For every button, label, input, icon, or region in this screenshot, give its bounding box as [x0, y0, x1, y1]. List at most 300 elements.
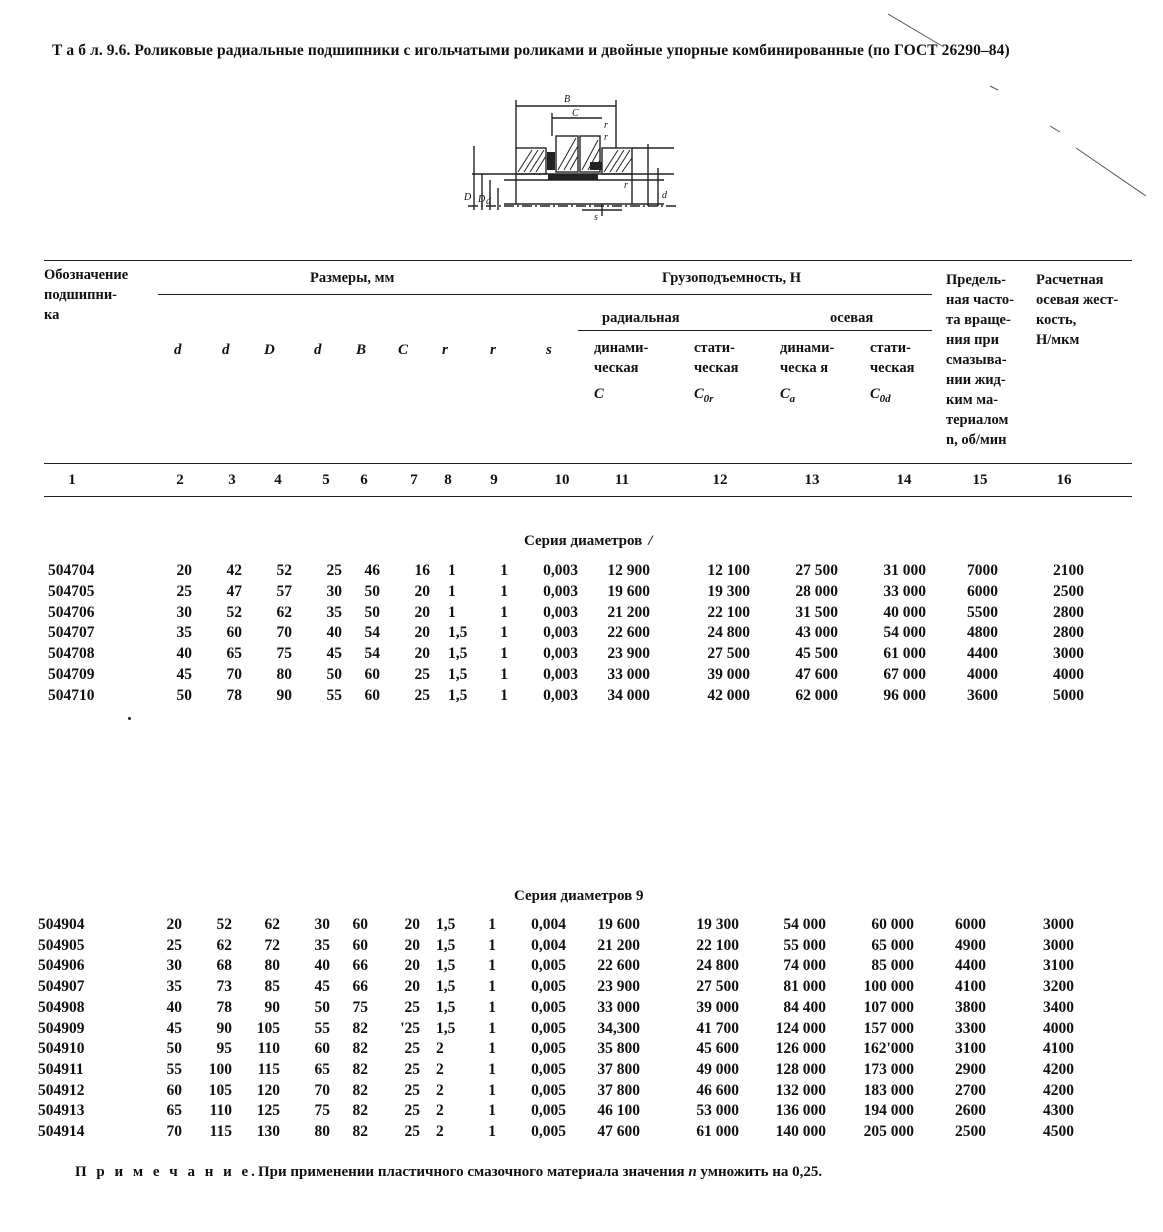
- cell-col-12: 46 600: [696, 1081, 739, 1099]
- table-row: [0, 1081, 1163, 1101]
- cell-col-5: 65: [314, 1060, 330, 1078]
- radial-axial-rule: [578, 330, 932, 331]
- cell-col-14: 100 000: [863, 978, 914, 996]
- cell-col-15: 2900: [955, 1060, 986, 1078]
- cell-col-14: 205 000: [863, 1123, 914, 1140]
- cell-col-3: 100: [208, 1060, 232, 1078]
- cell-col-7: 20: [414, 582, 430, 600]
- cell-col-8: 1,5: [436, 957, 456, 975]
- scan-dot: [128, 717, 131, 720]
- cell-col-5: 80: [314, 1123, 330, 1140]
- cell-col-4: 90: [264, 998, 280, 1016]
- cell-col-13: 31 500: [795, 603, 838, 621]
- cell-col-2: 25: [166, 936, 182, 954]
- cell-col-7: 20: [414, 624, 430, 642]
- cell-col-7: 16: [414, 562, 430, 579]
- cell-col-13: 54 000: [783, 916, 826, 933]
- header-dimensions: Размеры, мм: [310, 270, 395, 286]
- table-row: [0, 582, 1163, 602]
- cell-col-1: 504709: [48, 666, 95, 683]
- series-9-label: Серия диаметров 9: [514, 888, 644, 904]
- cell-col-10: 0,005: [531, 1019, 566, 1037]
- cell-col-4: 70: [276, 624, 292, 642]
- cell-col-6: 82: [352, 1123, 368, 1140]
- cell-col-9: 1: [488, 1102, 496, 1120]
- cell-col-10: 0,005: [531, 1123, 566, 1140]
- symbol-col-2: d: [174, 342, 182, 358]
- cell-col-9: 1: [488, 916, 496, 933]
- dimensions-rule: [158, 294, 932, 295]
- cell-col-14: 31 000: [883, 562, 926, 579]
- column-number-9: 9: [490, 472, 498, 488]
- table-note: П р и м е ч а н и е.При применении пластичного смазочного материала значения n умножить на 0,25.: [75, 1164, 823, 1180]
- cell-col-7: 20: [414, 603, 430, 621]
- cell-col-14: 65 000: [871, 936, 914, 954]
- cell-col-8: 1: [448, 562, 456, 579]
- header-designation: Обозначение подшипни- ка: [44, 267, 129, 323]
- cell-col-11: 47 600: [597, 1123, 640, 1140]
- cell-col-7: 25: [404, 1102, 420, 1120]
- cell-col-9: 1: [488, 978, 496, 996]
- cell-col-15: 5500: [967, 603, 998, 621]
- cell-col-13: 128 000: [775, 1060, 826, 1078]
- cell-col-15: 4000: [967, 666, 998, 683]
- header-axial: осевая: [830, 310, 874, 326]
- header-capacity: Грузоподъемность, Н: [662, 270, 802, 286]
- cell-col-2: 55: [166, 1060, 182, 1078]
- cell-col-10: 0,005: [531, 1081, 566, 1099]
- label-r: r: [604, 120, 608, 131]
- cell-col-8: 1,5: [436, 936, 456, 954]
- cell-col-4: 75: [276, 645, 292, 663]
- cell-col-16: 3100: [1043, 957, 1074, 975]
- cell-col-8: 1,5: [448, 686, 468, 704]
- cell-col-6: 66: [352, 978, 368, 996]
- cell-col-4: 125: [256, 1102, 280, 1120]
- table-row: [0, 977, 1163, 997]
- cell-col-13: 47 600: [795, 666, 838, 683]
- cell-col-6: 54: [364, 645, 380, 663]
- cell-col-2: 40: [176, 645, 192, 663]
- cell-col-2: 20: [166, 916, 182, 933]
- cell-col-14: 60 000: [871, 916, 914, 933]
- cell-col-9: 1: [500, 603, 508, 621]
- cell-col-14: 173 000: [863, 1060, 914, 1078]
- table-row: [0, 603, 1163, 623]
- cell-col-7: 25: [404, 1123, 420, 1140]
- header-speed: Предель- ная часто- та враще- ния при смазыва- нии жид- ким ма- териалом n, об/мин: [946, 272, 1014, 448]
- cell-col-2: 45: [166, 1019, 182, 1037]
- column-number-10: 10: [554, 472, 570, 488]
- cell-col-16: 5000: [1053, 686, 1084, 704]
- cell-col-5: 35: [326, 603, 342, 621]
- table-row: [0, 1122, 1163, 1142]
- cell-col-6: 60: [364, 666, 380, 683]
- cell-col-13: 74 000: [783, 957, 826, 975]
- cell-col-9: 1: [500, 645, 508, 663]
- cell-col-7: 25: [404, 1040, 420, 1058]
- cell-col-4: 130: [256, 1123, 280, 1140]
- column-number-11: 11: [614, 472, 630, 488]
- cell-col-9: 1: [488, 1019, 496, 1037]
- cell-col-5: 40: [326, 624, 342, 642]
- cell-col-9: 1: [500, 624, 508, 642]
- cell-col-1: 504908: [38, 998, 85, 1016]
- label-r-low: r: [624, 180, 628, 191]
- cell-col-15: 4400: [955, 957, 986, 975]
- cell-col-6: 82: [352, 1060, 368, 1078]
- cell-col-4: 80: [264, 957, 280, 975]
- cell-col-4: 72: [264, 936, 280, 954]
- cell-col-11: 12 900: [607, 562, 650, 579]
- header-radial: радиальная: [602, 310, 680, 326]
- series-1-label: Серия диаметров /: [524, 533, 653, 549]
- cell-col-3: 78: [216, 998, 232, 1016]
- cell-col-3: 52: [216, 916, 232, 933]
- cell-col-11: 23 900: [607, 645, 650, 663]
- cell-col-15: 6000: [955, 916, 986, 933]
- cell-col-14: 162'000: [863, 1040, 914, 1058]
- cell-col-11: 34 000: [607, 686, 650, 704]
- cell-col-2: 35: [166, 978, 182, 996]
- cell-col-7: 25: [404, 1060, 420, 1078]
- cell-col-7: 25: [414, 666, 430, 683]
- cell-col-14: 33 000: [883, 582, 926, 600]
- cell-col-11: 21 200: [597, 936, 640, 954]
- cell-col-16: 3000: [1043, 936, 1074, 954]
- cell-col-6: 60: [352, 936, 368, 954]
- cell-col-1: 504914: [38, 1123, 85, 1140]
- cell-col-5: 25: [326, 562, 342, 579]
- cell-col-16: 2800: [1053, 624, 1084, 642]
- cell-col-8: 2: [436, 1123, 444, 1140]
- cell-col-16: 3000: [1053, 645, 1084, 663]
- cell-col-2: 70: [166, 1123, 182, 1140]
- symbol-col-10: s: [546, 342, 552, 358]
- column-number-14: 14: [896, 472, 912, 488]
- cell-col-5: 70: [314, 1081, 330, 1099]
- cell-col-2: 25: [176, 582, 192, 600]
- cell-col-16: 3400: [1043, 998, 1074, 1016]
- cell-col-15: 3600: [967, 686, 998, 704]
- cell-col-2: 60: [166, 1081, 182, 1099]
- cell-col-7: 25: [404, 998, 420, 1016]
- table-row: [0, 1101, 1163, 1121]
- table-row: [0, 686, 1163, 706]
- cell-col-10: 0,003: [543, 582, 578, 600]
- cell-col-3: 52: [226, 603, 242, 621]
- cell-col-3: 47: [226, 582, 242, 600]
- cell-col-3: 110: [209, 1102, 232, 1120]
- label-d: d: [662, 190, 667, 201]
- cell-col-11: 37 800: [597, 1081, 640, 1099]
- cell-col-11: 19 600: [597, 916, 640, 933]
- cell-col-10: 0,003: [543, 686, 578, 704]
- cell-col-14: 194 000: [863, 1102, 914, 1120]
- cell-col-6: 50: [364, 603, 380, 621]
- column-number-5: 5: [322, 472, 330, 488]
- cell-col-1: 504906: [38, 957, 85, 975]
- cell-col-3: 62: [216, 936, 232, 954]
- header-stiffness: Расчетная осевая жест- кость, Н/мкм: [1036, 272, 1119, 348]
- cell-col-11: 23 900: [597, 978, 640, 996]
- cell-col-8: 1,5: [448, 624, 468, 642]
- column-number-7: 7: [410, 472, 418, 488]
- cell-col-10: 0,005: [531, 1102, 566, 1120]
- cell-col-16: 2100: [1053, 562, 1084, 579]
- cell-col-14: 96 000: [883, 686, 926, 704]
- cell-col-13: 140 000: [775, 1123, 826, 1140]
- cell-col-13: 43 000: [795, 624, 838, 642]
- cell-col-15: 3100: [955, 1040, 986, 1058]
- cell-col-15: 4100: [955, 978, 986, 996]
- cell-col-3: 73: [216, 978, 232, 996]
- cell-col-6: 75: [352, 998, 368, 1016]
- cell-col-5: 60: [314, 1040, 330, 1058]
- cell-col-7: '25: [400, 1019, 420, 1037]
- cell-col-8: 1,5: [436, 998, 456, 1016]
- cell-col-7: 20: [414, 645, 430, 663]
- column-number-13: 13: [804, 472, 820, 488]
- cell-col-12: 22 100: [696, 936, 739, 954]
- cell-col-1: 504910: [38, 1040, 85, 1058]
- cell-col-2: 50: [166, 1040, 182, 1058]
- cell-col-16: 3000: [1043, 916, 1074, 933]
- cell-col-2: 35: [176, 624, 192, 642]
- cell-col-10: 0,003: [543, 666, 578, 683]
- cell-col-3: 70: [226, 666, 242, 683]
- cell-col-3: 115: [209, 1123, 232, 1140]
- cell-col-5: 55: [314, 1019, 330, 1037]
- cell-col-14: 40 000: [883, 603, 926, 621]
- cell-col-5: 35: [314, 936, 330, 954]
- cell-col-13: 132 000: [775, 1081, 826, 1099]
- cell-col-8: 2: [436, 1102, 444, 1120]
- table-row: [0, 623, 1163, 643]
- cell-col-15: 4400: [967, 645, 998, 663]
- label-D1: D: [478, 194, 486, 205]
- cell-col-4: 115: [257, 1060, 280, 1078]
- table-row: [0, 644, 1163, 664]
- cell-col-16: 4200: [1043, 1060, 1074, 1078]
- cell-col-3: 95: [216, 1040, 232, 1058]
- cell-col-14: 157 000: [863, 1019, 914, 1037]
- cell-col-6: 46: [364, 562, 380, 579]
- cell-col-5: 50: [326, 666, 342, 683]
- cell-col-11: 37 800: [597, 1060, 640, 1078]
- header-top-rule: [44, 260, 1132, 261]
- cell-col-10: 0,005: [531, 1040, 566, 1058]
- column-number-8: 8: [444, 472, 452, 488]
- table-row: [0, 915, 1163, 935]
- column-number-15: 15: [972, 472, 988, 488]
- cell-col-16: 4200: [1043, 1081, 1074, 1099]
- cell-col-16: 2800: [1053, 603, 1084, 621]
- symbol-col-5: d: [314, 342, 322, 358]
- cell-col-11: 33 000: [597, 998, 640, 1016]
- cell-col-16: 4300: [1043, 1102, 1074, 1120]
- cell-col-12: 24 800: [696, 957, 739, 975]
- cell-col-10: 0,004: [531, 936, 566, 954]
- cell-col-2: 30: [166, 957, 182, 975]
- cell-col-9: 1: [500, 686, 508, 704]
- cell-col-13: 84 400: [783, 998, 826, 1016]
- cell-col-9: 1: [500, 666, 508, 683]
- cell-col-11: 33 000: [607, 666, 650, 683]
- label-s: s: [594, 212, 598, 223]
- cell-col-6: 60: [352, 916, 368, 933]
- cell-col-3: 78: [226, 686, 242, 704]
- cell-col-5: 75: [314, 1102, 330, 1120]
- header-bottom-rule: [44, 463, 1132, 464]
- cell-col-1: 504909: [38, 1019, 85, 1037]
- cell-col-13: 81 000: [783, 978, 826, 996]
- cell-col-10: 0,003: [543, 603, 578, 621]
- table-row: [0, 1060, 1163, 1080]
- cell-col-11: 34,300: [597, 1019, 640, 1037]
- cell-col-4: 120: [256, 1081, 280, 1099]
- cell-col-7: 20: [404, 957, 420, 975]
- cell-col-11: 46 100: [597, 1102, 640, 1120]
- table-row: [0, 1039, 1163, 1059]
- cell-col-8: 2: [436, 1081, 444, 1099]
- cell-col-14: 61 000: [883, 645, 926, 663]
- symbol-col-6: B: [356, 342, 367, 358]
- cell-col-12: 24 800: [707, 624, 750, 642]
- label-C: C: [572, 108, 579, 119]
- cell-col-10: 0,003: [543, 645, 578, 663]
- cell-col-11: 21 200: [607, 603, 650, 621]
- cell-col-9: 1: [488, 936, 496, 954]
- cell-col-9: 1: [488, 1081, 496, 1099]
- cell-col-12: 19 300: [696, 916, 739, 933]
- cell-col-11: 35 800: [597, 1040, 640, 1058]
- cell-col-12: 42 000: [707, 686, 750, 704]
- cell-col-13: 55 000: [783, 936, 826, 954]
- cell-col-1: 504704: [48, 562, 95, 579]
- cell-col-12: 41 700: [696, 1019, 739, 1037]
- cell-col-3: 68: [216, 957, 232, 975]
- cell-col-5: 45: [314, 978, 330, 996]
- column-number-1: 1: [68, 472, 76, 488]
- cell-col-8: 1,5: [448, 666, 468, 683]
- table-row: [0, 998, 1163, 1018]
- cell-col-1: 504707: [48, 624, 95, 642]
- colnum-bottom-rule: [44, 496, 1132, 497]
- cell-col-14: 183 000: [863, 1081, 914, 1099]
- cell-col-12: 49 000: [696, 1060, 739, 1078]
- cell-col-4: 62: [264, 916, 280, 933]
- cell-col-2: 40: [166, 998, 182, 1016]
- column-number-12: 12: [712, 472, 728, 488]
- column-number-6: 6: [360, 472, 368, 488]
- cell-col-4: 57: [276, 582, 292, 600]
- cell-col-8: 1,5: [448, 645, 468, 663]
- cell-col-5: 30: [314, 916, 330, 933]
- cell-col-7: 20: [404, 936, 420, 954]
- cell-col-15: 3800: [955, 998, 986, 1016]
- cell-col-16: 3200: [1043, 978, 1074, 996]
- cell-col-5: 50: [314, 998, 330, 1016]
- cell-col-1: 504913: [38, 1102, 85, 1120]
- table-row: [0, 561, 1163, 581]
- cell-col-4: 110: [257, 1040, 280, 1058]
- cell-col-10: 0,003: [543, 562, 578, 579]
- header-radial-static: стати- ческая $C_{0r}$: [694, 340, 739, 405]
- header-radial-dynamic: динами- ческая C: [594, 340, 649, 402]
- cell-col-5: 30: [326, 582, 342, 600]
- cell-col-2: 45: [176, 666, 192, 683]
- table-row: [0, 1019, 1163, 1039]
- scan-artifact: [880, 10, 1163, 210]
- cell-col-15: 7000: [967, 562, 998, 579]
- cell-col-10: 0,005: [531, 998, 566, 1016]
- cell-col-1: 504710: [48, 686, 95, 704]
- cell-col-4: 90: [276, 686, 292, 704]
- cell-col-15: 2500: [955, 1123, 986, 1140]
- label-D: D: [464, 192, 472, 203]
- cell-col-4: 62: [276, 603, 292, 621]
- cell-col-8: 1: [448, 582, 456, 600]
- cell-col-12: 39 000: [707, 666, 750, 683]
- cell-col-16: 2500: [1053, 582, 1084, 600]
- cell-col-15: 2700: [955, 1081, 986, 1099]
- cell-col-6: 82: [352, 1081, 368, 1099]
- cell-col-16: 4500: [1043, 1123, 1074, 1140]
- label-r1: r: [604, 132, 608, 143]
- cell-col-1: 504911: [38, 1060, 84, 1078]
- cell-col-7: 20: [404, 916, 420, 933]
- cell-col-12: 22 100: [707, 603, 750, 621]
- cell-col-1: 504706: [48, 603, 95, 621]
- cell-col-7: 20: [404, 978, 420, 996]
- cell-col-12: 12 100: [707, 562, 750, 579]
- cell-col-15: 4800: [967, 624, 998, 642]
- cell-col-2: 65: [166, 1102, 182, 1120]
- header-axial-static: стати- ческая $C_{0d}$: [870, 340, 915, 405]
- cell-col-14: 85 000: [871, 957, 914, 975]
- cell-col-1: 504904: [38, 916, 85, 933]
- cell-col-4: 80: [276, 666, 292, 683]
- cell-col-7: 25: [404, 1081, 420, 1099]
- cell-col-6: 60: [364, 686, 380, 704]
- cell-col-4: 85: [264, 978, 280, 996]
- cell-col-10: 0,003: [543, 624, 578, 642]
- cell-col-13: 62 000: [795, 686, 838, 704]
- cell-col-8: 1,5: [436, 978, 456, 996]
- cell-col-14: 107 000: [863, 998, 914, 1016]
- cell-col-13: 126 000: [775, 1040, 826, 1058]
- cell-col-1: 504708: [48, 645, 95, 663]
- cell-col-15: 6000: [967, 582, 998, 600]
- cell-col-5: 45: [326, 645, 342, 663]
- cell-col-12: 45 600: [696, 1040, 739, 1058]
- cell-col-11: 22 600: [597, 957, 640, 975]
- cell-col-15: 3300: [955, 1019, 986, 1037]
- cell-col-3: 105: [208, 1081, 232, 1099]
- cell-col-6: 54: [364, 624, 380, 642]
- cell-col-8: 2: [436, 1060, 444, 1078]
- cell-col-9: 1: [488, 1060, 496, 1078]
- cell-col-11: 19 600: [607, 582, 650, 600]
- column-number-4: 4: [274, 472, 282, 488]
- cell-col-15: 2600: [955, 1102, 986, 1120]
- cell-col-6: 82: [352, 1019, 368, 1037]
- cell-col-9: 1: [488, 1040, 496, 1058]
- table-row: [0, 956, 1163, 976]
- cell-col-13: 28 000: [795, 582, 838, 600]
- symbol-col-9: r: [490, 342, 496, 358]
